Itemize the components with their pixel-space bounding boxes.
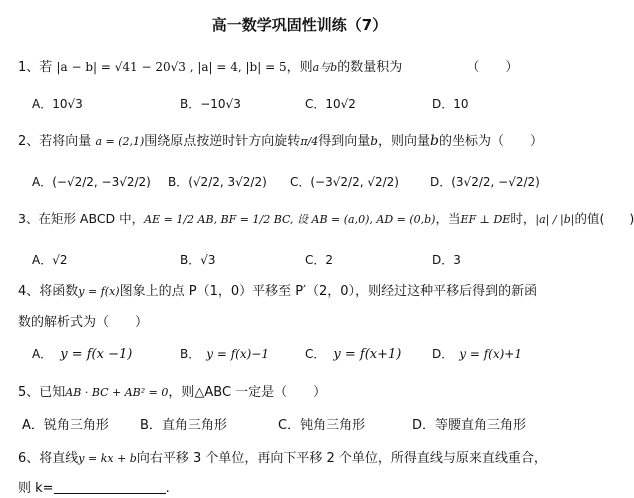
question-text: 围绕原点按逆时针方向旋转 <box>144 134 301 149</box>
question-text: 向右平移 3 个单位，再向下平移 2 个单位，所得直线与原来直线重合， <box>136 451 547 466</box>
q4-function: y = f(x) <box>78 285 120 298</box>
question-text: ，则 <box>286 60 313 75</box>
q4-option-b: B． y = f(x)−1 <box>180 347 269 361</box>
question-number: 3、 <box>18 211 39 226</box>
question-text: 的值( ) <box>574 211 634 226</box>
q4-option-d: D． y = f(x)+1 <box>432 347 522 361</box>
question-text: 若将向量 <box>39 134 92 149</box>
question-text: ，当 <box>435 211 461 226</box>
question-text: 已知 <box>39 385 66 400</box>
q2-option-d: D．(3√2/2, −√2/2) <box>430 175 540 189</box>
question-1 <box>18 58 518 77</box>
q1-option-c: C．10√2 <box>305 97 356 111</box>
q5-expression: AB · BC + AB² = 0 <box>65 386 169 399</box>
question-text: 的数量积为 <box>337 60 403 75</box>
q1-option-d: D．10 <box>432 97 469 111</box>
q5-option-a: A．锐角三角形 <box>22 418 109 433</box>
question-text: . <box>165 481 170 496</box>
question-text: 将函数 <box>39 284 79 299</box>
question-text: 将直线 <box>39 451 79 466</box>
question-3 <box>18 210 634 229</box>
q2-option-b: B．(√2/2, 3√2/2) <box>168 175 267 189</box>
question-5 <box>18 384 326 402</box>
question-text: 图象上的点 P（1，0）平移至 P′（2，0），则经过这种平移后得到的新函 <box>119 284 538 299</box>
question-number: 6、 <box>18 451 40 466</box>
q5-option-d: D．等腰直角三角形 <box>412 418 527 433</box>
q3-condition-2: EF ⊥ DE <box>460 213 511 226</box>
question-number: 1、 <box>18 60 40 75</box>
q3-expression: |a| / |b| <box>535 213 575 226</box>
q2-angle: π/4 <box>300 135 319 148</box>
vector-b-symbol: b <box>429 133 439 149</box>
question-2 <box>18 132 543 151</box>
question-text: 在矩形 ABCD 中， <box>38 211 145 226</box>
q2-option-a: A．(−√2/2, −3√2/2) <box>32 175 151 189</box>
question-text: 则 k= <box>18 481 54 496</box>
q1-option-b: B．−10√3 <box>180 97 241 111</box>
q1-expression: a与b <box>312 61 338 74</box>
question-text: 的坐标为（ ） <box>438 134 543 149</box>
answer-parens: （ ） <box>466 60 519 75</box>
q6-expression: y = kx + b <box>78 452 137 465</box>
q1-option-a: A．10√3 <box>32 97 83 111</box>
q2-option-c: C．(−3√2/2, √2/2) <box>290 175 399 189</box>
question-4-continued: 数的解析式为（ ） <box>18 315 149 330</box>
q3-condition: AE = 1/2 AB, BF = 1/2 BC, 设 AB = (a,0), AD = (0,b) <box>144 213 436 226</box>
q3-option-b: B．√3 <box>180 253 216 267</box>
question-4 <box>18 283 537 301</box>
q3-option-d: D．3 <box>432 253 461 267</box>
question-text: ，则△ABC 一定是（ ） <box>168 385 327 400</box>
page-title: 高一数学巩固性训练（7） <box>211 16 388 34</box>
question-number: 4、 <box>18 284 40 299</box>
q2-vector: a = (2,1) <box>95 135 145 148</box>
q1-condition: |a − b| = √41 − 20√3 , |a| = 4, |b| = 5 <box>56 60 287 74</box>
vector-b-symbol: b <box>370 134 378 148</box>
question-text: 时， <box>510 211 536 226</box>
question-text: 得到向量 <box>318 134 371 149</box>
q4-option-c: C． y = f(x+1) <box>305 347 402 362</box>
question-text: ，则向量 <box>377 134 430 149</box>
q3-option-c: C．2 <box>305 253 334 267</box>
answer-blank[interactable] <box>54 481 166 494</box>
question-text: 若 <box>39 60 53 75</box>
question-6-continued <box>18 480 170 498</box>
q5-option-b: B．直角三角形 <box>140 418 227 433</box>
q5-option-c: C．钝角三角形 <box>278 418 366 433</box>
question-6 <box>18 450 547 468</box>
question-number: 2、 <box>18 134 40 149</box>
q4-option-a: A． y = f(x −1) <box>32 347 133 362</box>
question-number: 5、 <box>18 385 40 400</box>
q3-option-a: A．√2 <box>32 253 68 267</box>
